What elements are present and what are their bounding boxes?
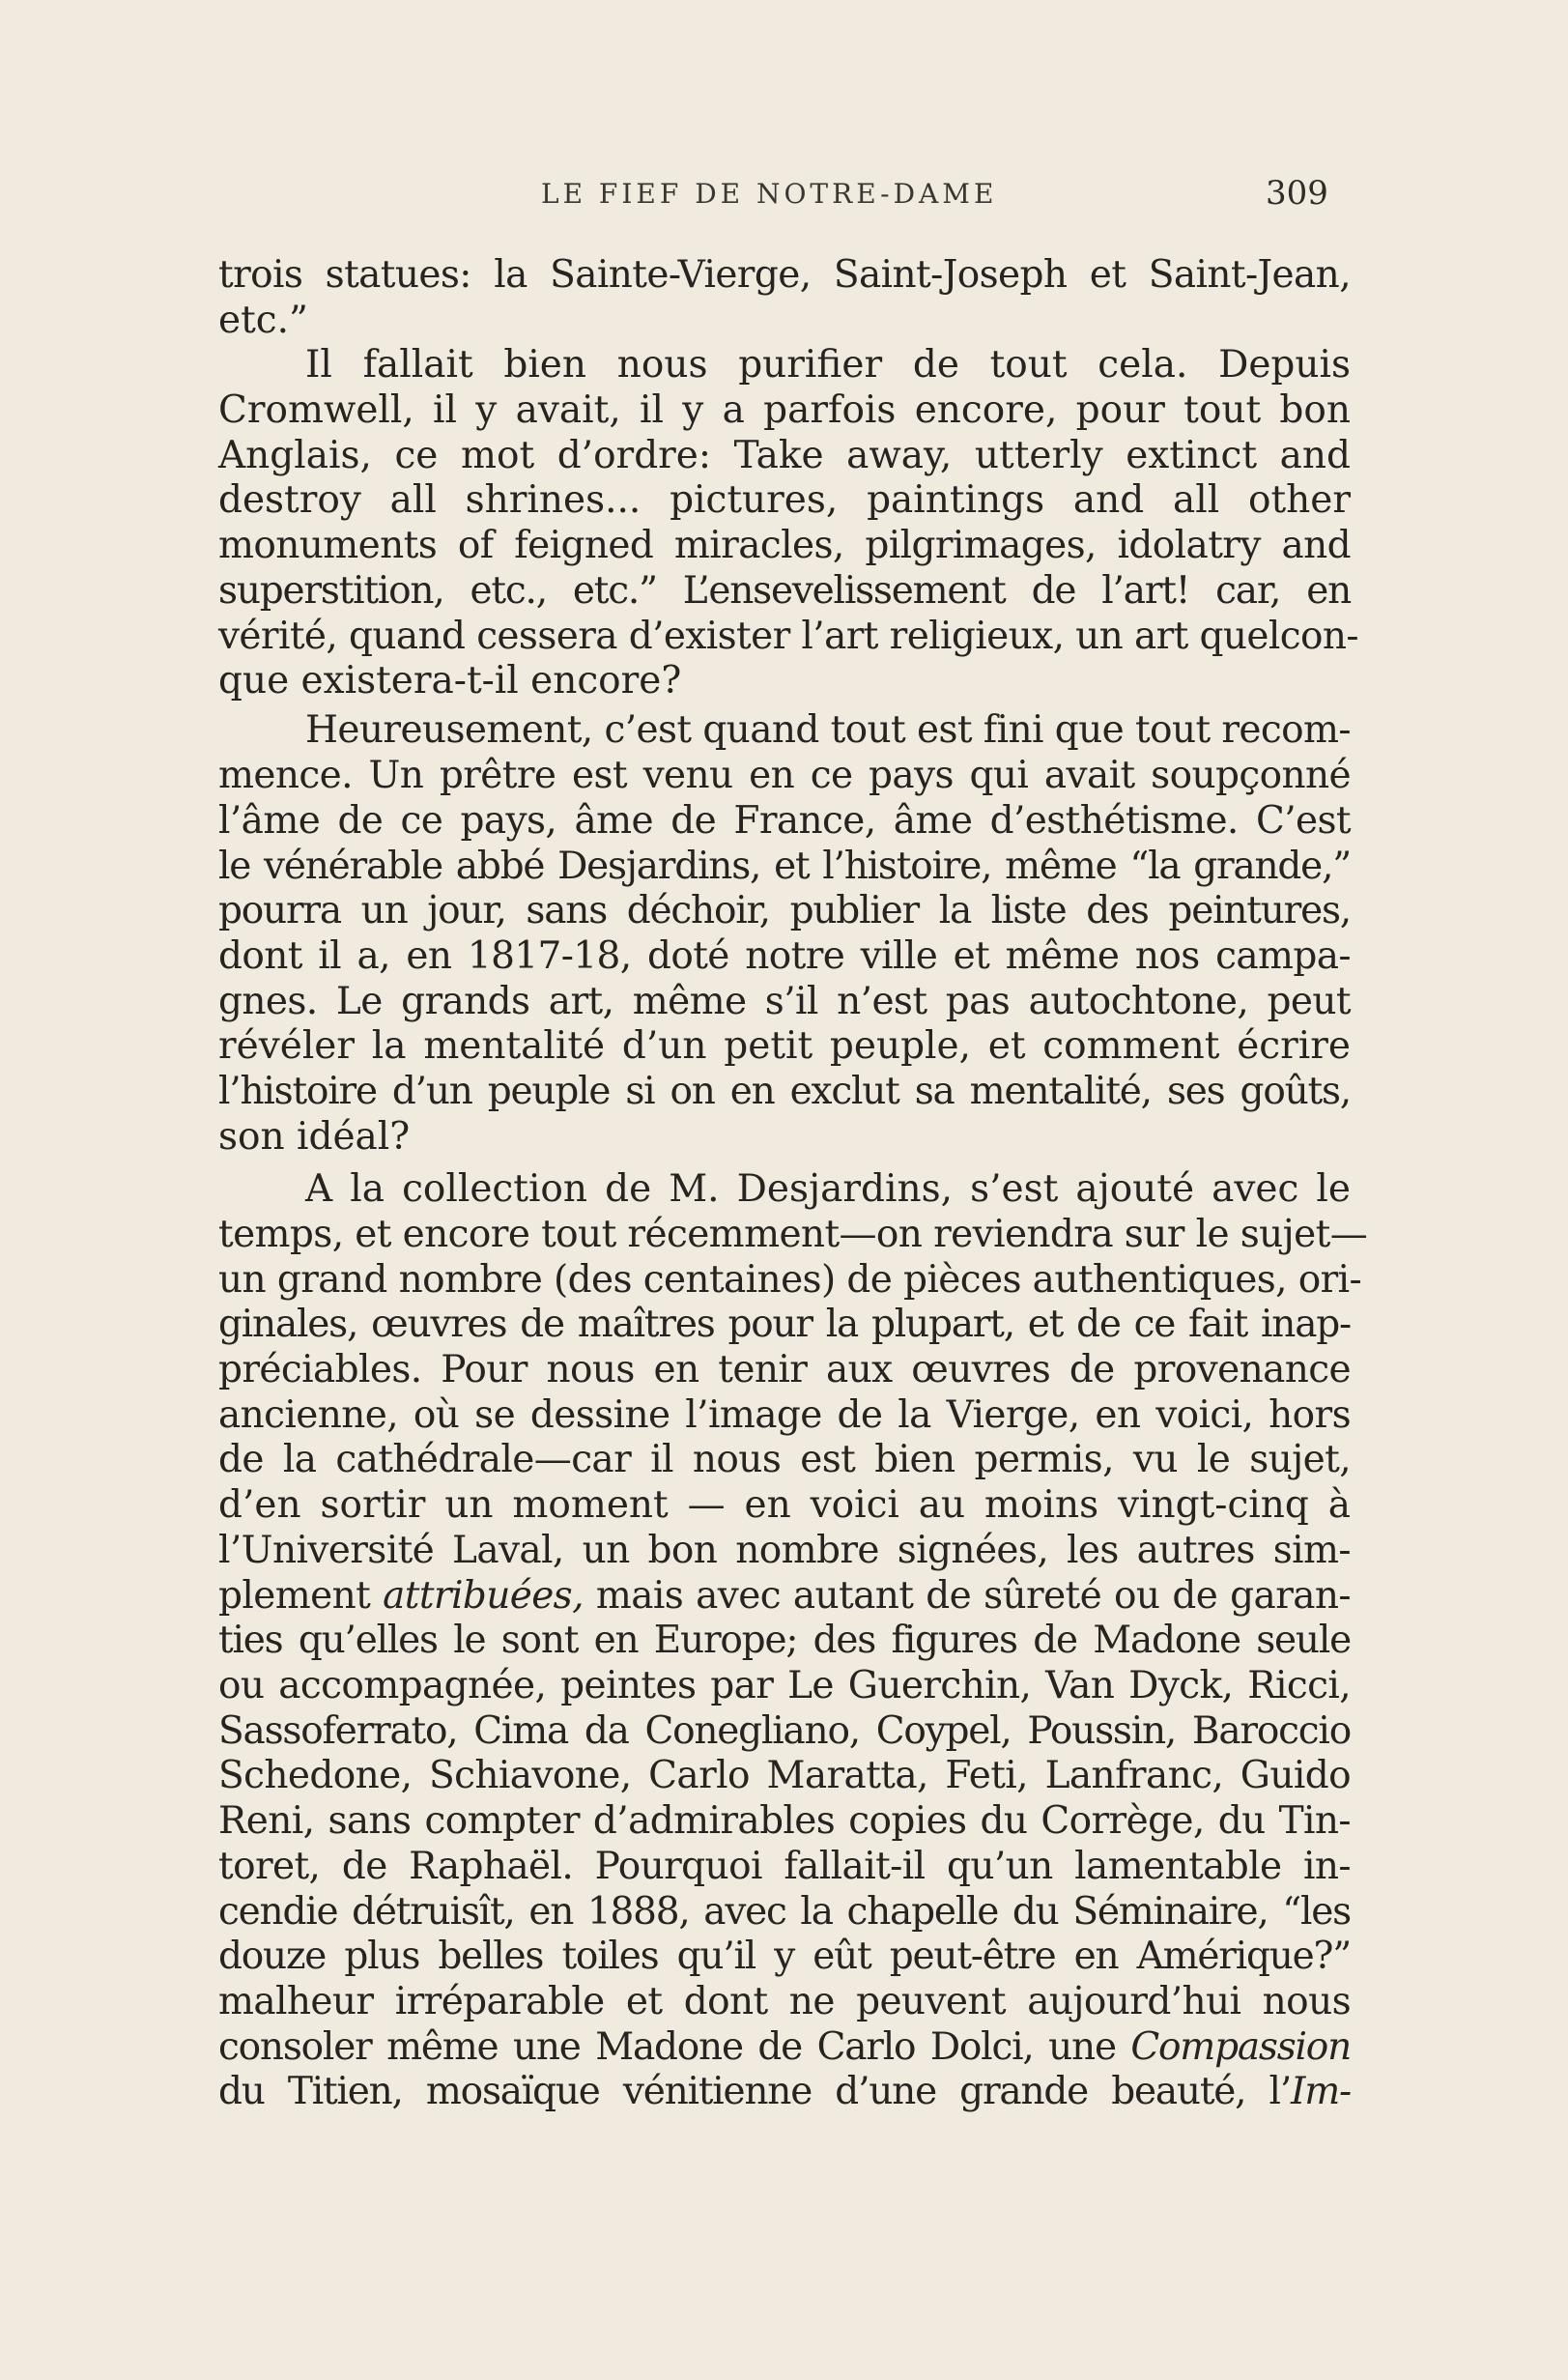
text-line: Il fallait bien nous purifier de tout cela. Depuis — [305, 343, 1351, 387]
text-line: d’en sortir un moment — en voici au moins vingt-cinq à — [218, 1483, 1351, 1527]
italic-phrase: Im- — [1291, 2070, 1351, 2113]
text-line: Anglais, ce mot d’ordre: Take away, utterly extinct and — [218, 434, 1351, 477]
text-line: Cromwell, il y avait, il y a parfois encore, pour tout bon — [218, 388, 1351, 432]
running-title: LE FIEF DE NOTRE-DAME — [541, 178, 998, 210]
text-line: de la cathédrale—car il nous est bien permis, vu le sujet, — [218, 1438, 1351, 1481]
text-line: vérité, quand cessera d’exister l’art religieux, un art quelcon- — [218, 615, 1359, 658]
text-line: préciables. Pour nous en tenir aux œuvres de provenance — [218, 1348, 1351, 1391]
text-line: ties qu’elles le sont en Europe; des figures de Madone seule — [218, 1619, 1351, 1662]
italic-phrase: Compassion — [1130, 2025, 1352, 2069]
text-line — [218, 2025, 1351, 2071]
text-line: Sassoferrato, Cima da Conegliano, Coypel, Poussin, Baroccio — [218, 1709, 1351, 1753]
text-line — [218, 1574, 1351, 1620]
text-line: mence. Un prêtre est venu en ce pays qui avait soupçonné — [218, 754, 1351, 797]
text-line: ou accompagnée, peintes par Le Guerchin, Van Dyck, Ricci, — [218, 1664, 1351, 1707]
line-segment: plement — [218, 1574, 371, 1618]
text-line: le vénérable abbé Desjardins, et l’histoire, même “la grande,” — [218, 845, 1351, 888]
text-line: Schedone, Schiavone, Carlo Maratta, Feti, Lanfranc, Guido — [218, 1754, 1351, 1797]
text-line: superstition, etc., etc.” L’ensevelissement de l’art! car, en — [218, 569, 1351, 613]
text-line: que existera-t-il encore? — [218, 659, 682, 703]
text-line: révéler la mentalité d’un petit peuple, et comment écrire — [218, 1024, 1351, 1068]
text-line: ginales, œuvres de maîtres pour la plupart, et de ce fait inap- — [218, 1303, 1351, 1346]
text-line: dont il a, en 1817-18, doté notre ville et même nos campa- — [218, 934, 1351, 978]
text-line: etc.” — [218, 299, 308, 342]
text-line: l’Université Laval, un bon nombre signées, les autres sim- — [218, 1529, 1351, 1572]
text-line: pourra un jour, sans déchoir, publier la liste des peintures, — [218, 889, 1351, 932]
text-line: Heureusement, c’est quand tout est fini que tout recom- — [305, 708, 1351, 752]
text-line: l’histoire d’un peuple si on en exclut sa mentalité, ses goûts, — [218, 1070, 1351, 1113]
text-line: un grand nombre (des centaines) de pièces authentiques, ori- — [218, 1258, 1362, 1302]
page-number: 309 — [1266, 174, 1328, 213]
italic-phrase: attribuées, — [383, 1574, 584, 1618]
text-line: douze plus belles toiles qu’il y eût peut-être en Amérique?” — [218, 1935, 1351, 1978]
text-line: temps, et encore tout récemment—on reviendra sur le sujet— — [218, 1213, 1368, 1256]
text-line: A la collection de M. Desjardins, s’est ajouté avec le — [305, 1167, 1351, 1211]
text-line — [218, 2070, 1351, 2115]
line-segment: du Titien, mosaïque vénitienne d’une grande beauté, l’ — [218, 2070, 1292, 2113]
line-segment: consoler même une Madone de Carlo Dolci, une — [218, 2025, 1116, 2069]
text-line: l’âme de ce pays, âme de France, âme d’esthétisme. C’est — [218, 799, 1351, 843]
line-segment: mais avec autant de sûreté ou de garan- — [595, 1574, 1351, 1618]
text-line: destroy all shrines... pictures, paintings and all other — [218, 478, 1351, 522]
text-line: trois statues: la Sainte-Vierge, Saint-Joseph et Saint-Jean, — [218, 253, 1351, 297]
text-line: ancienne, où se dessine l’image de la Vierge, en voici, hors — [218, 1393, 1351, 1437]
text-line: Reni, sans compter d’admirables copies du Corrège, du Tin- — [218, 1799, 1351, 1843]
text-line: malheur irréparable et dont ne peuvent aujourd’hui nous — [218, 1980, 1351, 2023]
text-line: son idéal? — [218, 1115, 411, 1159]
text-line: cendie détruisît, en 1888, avec la chapelle du Séminaire, “les — [218, 1890, 1351, 1934]
text-line: gnes. Le grands art, même s’il n’est pas autochtone, peut — [218, 980, 1351, 1023]
text-line: monuments of feigned miracles, pilgrimages, idolatry and — [218, 524, 1351, 567]
text-line: toret, de Raphaël. Pourquoi fallait-il qu’un lamentable in- — [218, 1845, 1351, 1888]
